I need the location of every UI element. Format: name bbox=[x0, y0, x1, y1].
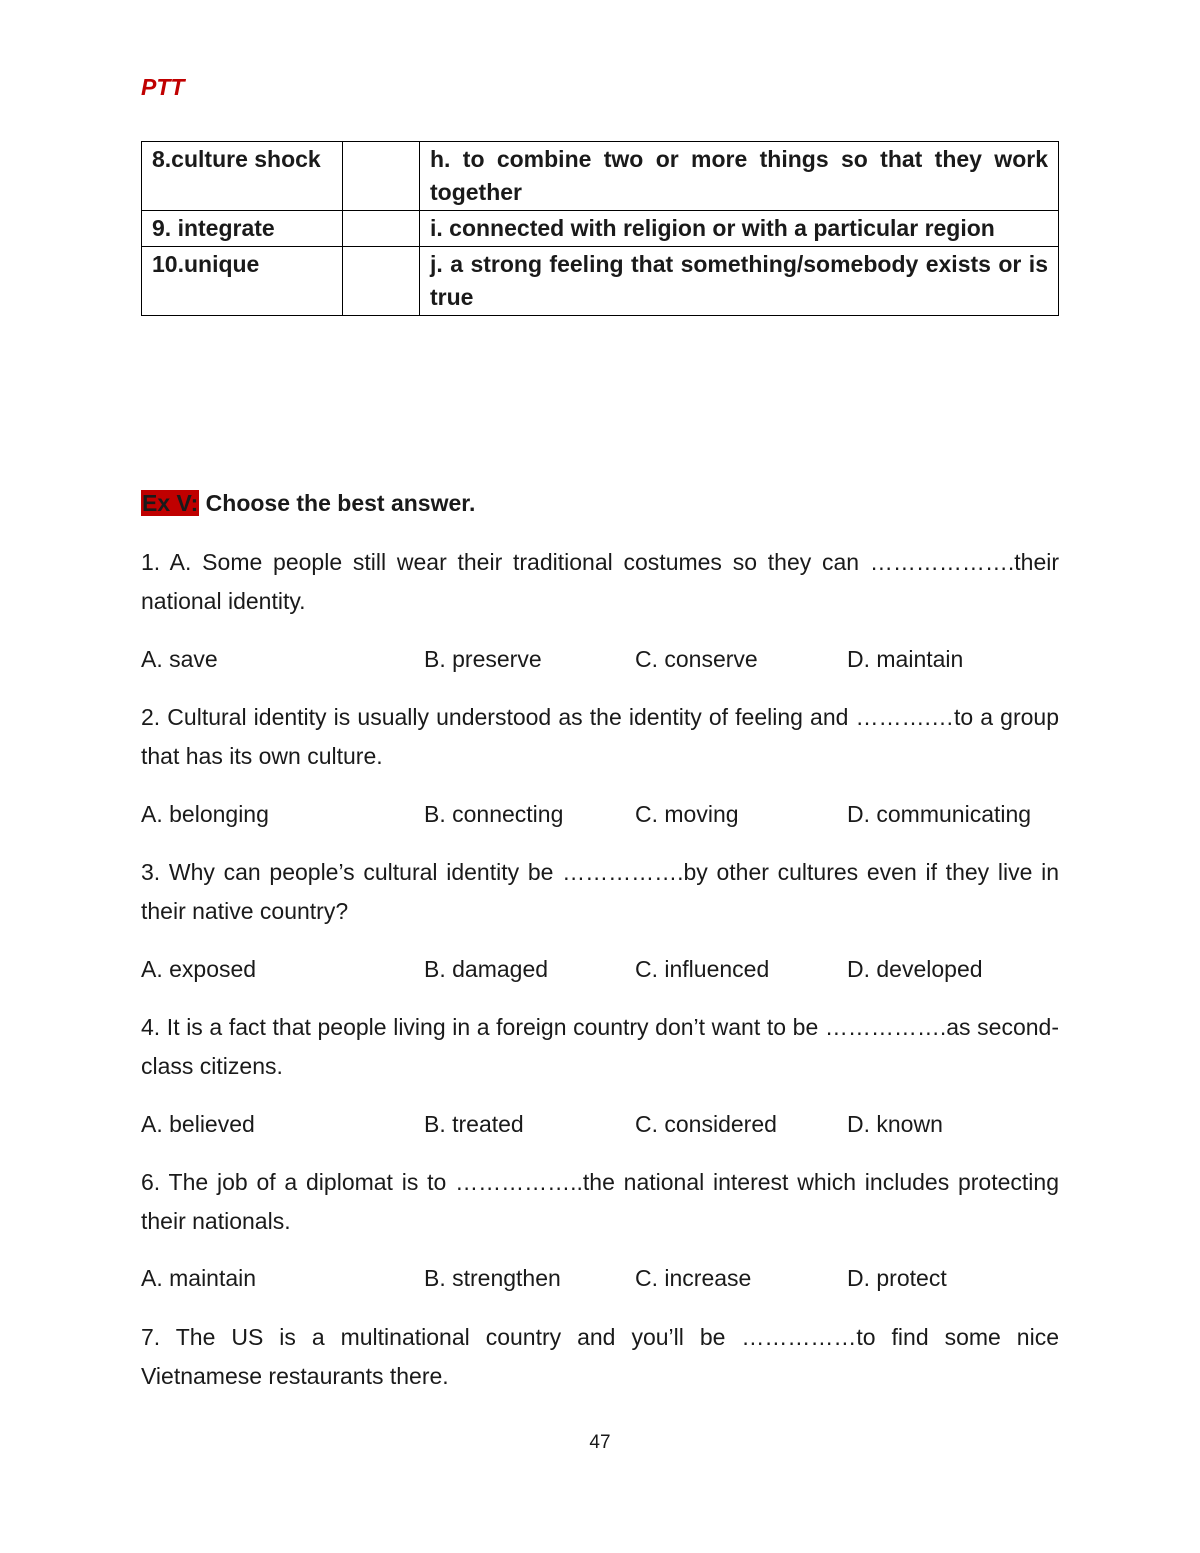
option-d: D. protect bbox=[847, 1265, 947, 1291]
option-d: D. developed bbox=[847, 956, 983, 982]
question-text: 7. The US is a multinational country and you’ll be ……………to find some nice Vietnamese restaurants there. bbox=[141, 1324, 1059, 1389]
matching-table bbox=[141, 141, 1059, 316]
question-text: 1. A. Some people still wear their traditional costumes so they can ……………….their national identity. bbox=[141, 549, 1059, 614]
answer-cell bbox=[343, 247, 420, 316]
page-number: 47 bbox=[589, 1432, 611, 1453]
table-row bbox=[142, 211, 1059, 247]
answer-options bbox=[141, 1111, 1059, 1141]
question-text: 3. Why can people’s cultural identity be …………….by other cultures even if they live in their native country? bbox=[141, 859, 1059, 924]
option-c: C. conserve bbox=[635, 646, 758, 672]
answer-options bbox=[141, 1265, 1059, 1295]
answer-options bbox=[141, 956, 1059, 986]
exercise-tag: Ex V: bbox=[142, 490, 199, 516]
word-cell: 10.unique bbox=[142, 247, 343, 316]
option-b: B. damaged bbox=[424, 956, 549, 982]
answer-cell bbox=[343, 142, 420, 211]
option-d: D. maintain bbox=[847, 646, 964, 672]
definition-cell: h. to combine two or more things so that they work together bbox=[420, 142, 1059, 211]
option-b: B. strengthen bbox=[424, 1265, 561, 1291]
option-b: B. preserve bbox=[424, 646, 542, 672]
word-cell: 8.culture shock bbox=[142, 142, 343, 211]
table-row bbox=[142, 247, 1059, 316]
option-b: B. connecting bbox=[424, 801, 564, 827]
header-title: PTT bbox=[141, 74, 185, 100]
definition-cell: j. a strong feeling that something/somebody exists or is true bbox=[420, 247, 1059, 316]
option-c: C. influenced bbox=[635, 956, 770, 982]
definition-cell: i. connected with religion or with a particular region bbox=[420, 211, 1059, 247]
option-d: D. known bbox=[847, 1111, 943, 1137]
answer-options bbox=[141, 646, 1059, 676]
exercise-heading bbox=[141, 490, 475, 517]
option-a: A. maintain bbox=[141, 1265, 257, 1291]
answer-options bbox=[141, 801, 1059, 831]
table-row bbox=[142, 142, 1059, 211]
question-text: 6. The job of a diplomat is to ……………..the national interest which includes protecting their nationals. bbox=[141, 1169, 1059, 1234]
option-d: D. communicating bbox=[847, 801, 1032, 827]
question-text: 2. Cultural identity is usually understood as the identity of feeling and ……….…to a group that has its own culture. bbox=[141, 704, 1059, 769]
option-a: A. exposed bbox=[141, 956, 257, 982]
word-cell: 9. integrate bbox=[142, 211, 343, 247]
option-c: C. considered bbox=[635, 1111, 777, 1137]
exercise-instruction: Choose the best answer. bbox=[199, 490, 476, 516]
option-a: A. save bbox=[141, 646, 218, 672]
option-c: C. moving bbox=[635, 801, 739, 827]
option-a: A. belonging bbox=[141, 801, 269, 827]
answer-cell bbox=[343, 211, 420, 247]
option-a: A. believed bbox=[141, 1111, 255, 1137]
question-text: 4. It is a fact that people living in a foreign country don’t want to be …………….as second-class citizens. bbox=[141, 1014, 1059, 1079]
option-c: C. increase bbox=[635, 1265, 752, 1291]
option-b: B. treated bbox=[424, 1111, 524, 1137]
